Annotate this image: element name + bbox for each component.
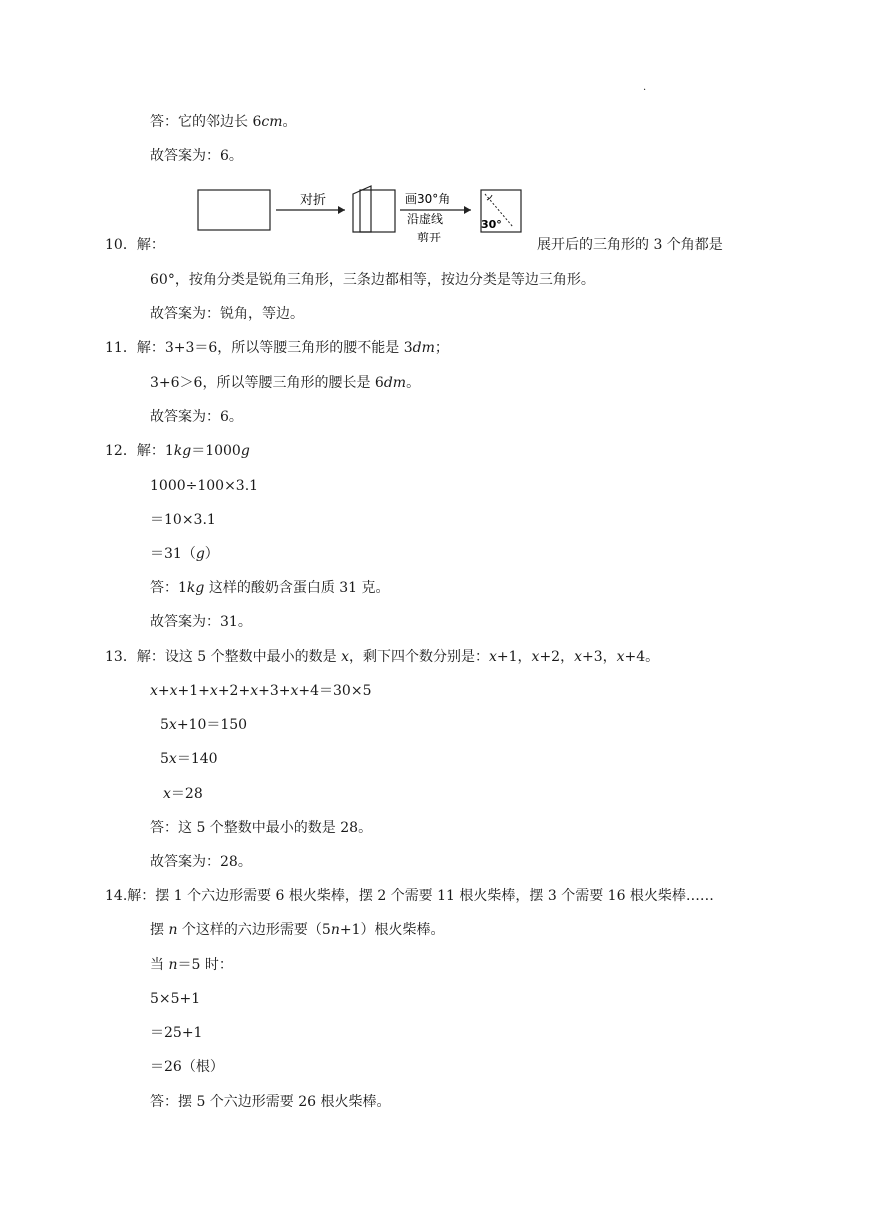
q9-final: 故答案为：6。 [150, 148, 243, 164]
q14-line6: ＝26（根） [150, 1059, 224, 1075]
q11-line2: 3+6＞6，所以等腰三角形的腰长是 6dm。 [150, 375, 421, 391]
q12-line4: ＝31（g） [150, 546, 219, 562]
q13-line1: 13．解：设这 5 个整数中最小的数是 x，剩下四个数分别是：x+1，x+2，x+3，x+4。 [105, 649, 660, 665]
q13-line2: x+x+1+x+2+x+3+x+4＝30×5 [150, 683, 372, 699]
q12-line2: 1000÷100×3.1 [150, 478, 259, 494]
angle-label: 30° [481, 218, 502, 231]
q11-line1: 11．解：3+3＝6，所以等腰三角形的腰不能是 3dm； [105, 340, 449, 356]
q12-final: 故答案为：31。 [150, 614, 252, 630]
q9-answer: 答：它的邻边长 6cm。 [150, 114, 297, 130]
q14-answer: 答：摆 5 个六边形需要 26 根火柴棒。 [150, 1094, 391, 1110]
q12-line3: ＝10×3.1 [150, 512, 216, 528]
q14-line2: 摆 n 个这样的六边形需要（5n+1）根火柴棒。 [150, 922, 445, 938]
q14-line5: ＝25+1 [150, 1025, 203, 1041]
draw-label-3: 剪开 [417, 231, 442, 242]
folded-paper [353, 186, 371, 232]
q12-line1: 12．解：1kg＝1000g [105, 443, 250, 459]
q12-answer: 答：1kg 这样的酸奶含蛋白质 31 克。 [150, 580, 390, 596]
fold-cut-figure [195, 182, 525, 242]
arrow-icon [464, 206, 471, 214]
paper-rect [198, 190, 270, 230]
q10-line1-tail: 展开后的三角形的 3 个角都是 [537, 237, 723, 253]
draw-label-1: 画30°角 [405, 192, 451, 206]
q14-line4: 5×5+1 [150, 991, 201, 1007]
q13-answer: 答：这 5 个整数中最小的数是 28。 [150, 820, 373, 836]
q11-final: 故答案为：6。 [150, 409, 243, 425]
q10-line2: 60°，按角分类是锐角三角形，三条边都相等，按边分类是等边三角形。 [150, 272, 595, 288]
q13-line5: x＝28 [163, 786, 203, 802]
q10-final: 故答案为：锐角，等边。 [150, 306, 304, 322]
q10-number: 10．解： [105, 237, 165, 253]
draw-label-2: 沿虚线 [407, 212, 444, 226]
q13-line3: 5x+10＝150 [160, 717, 248, 733]
q14-line1: 14.解：摆 1 个六边形需要 6 根火柴棒，摆 2 个需要 11 根火柴棒，摆 3 个需要 16 根火柴棒…… [105, 888, 714, 904]
q13-final: 故答案为：28。 [150, 854, 252, 870]
arrow-icon [338, 206, 345, 214]
fold-label: 对折 [300, 193, 327, 208]
q14-line3: 当 n＝5 时： [150, 957, 233, 973]
page-mark: . [643, 82, 647, 93]
q13-line4: 5x＝140 [160, 751, 218, 767]
